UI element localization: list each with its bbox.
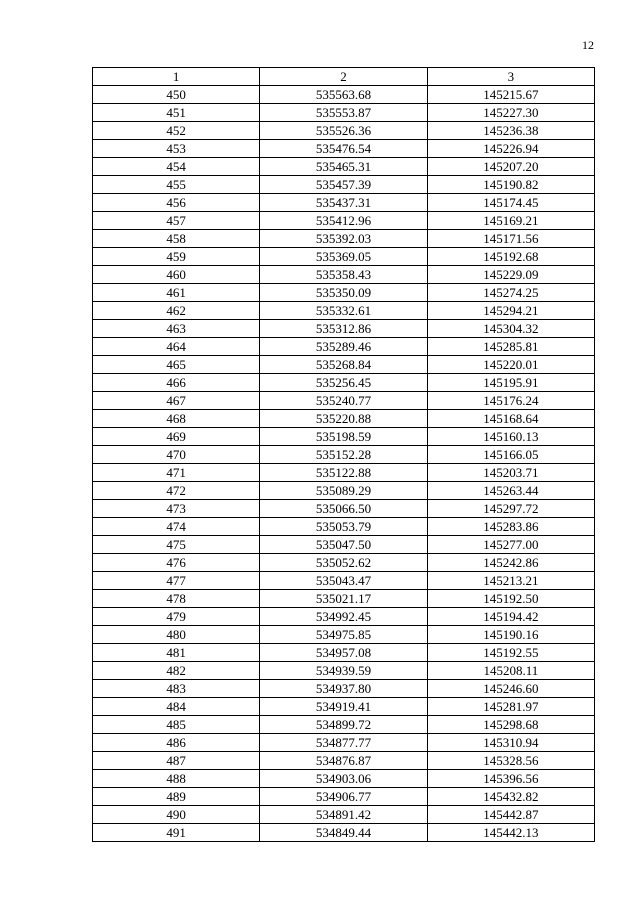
- page-number: 12: [582, 38, 594, 52]
- point-number-cell: 454: [93, 158, 260, 176]
- point-number-cell: 455: [93, 176, 260, 194]
- point-number-cell: 488: [93, 770, 260, 788]
- x-coordinate-cell: 534937.80: [260, 680, 427, 698]
- y-coordinate-cell: 145160.13: [427, 428, 594, 446]
- table-row: [93, 824, 595, 842]
- point-number-cell: 479: [93, 608, 260, 626]
- x-coordinate-cell: 535350.09: [260, 284, 427, 302]
- x-coordinate-cell: 535465.31: [260, 158, 427, 176]
- x-coordinate-cell: 535198.59: [260, 428, 427, 446]
- x-coordinate-cell: 535412.96: [260, 212, 427, 230]
- y-coordinate-cell: 145215.67: [427, 86, 594, 104]
- y-coordinate-cell: 145166.05: [427, 446, 594, 464]
- point-number-cell: 477: [93, 572, 260, 590]
- x-coordinate-cell: 535152.28: [260, 446, 427, 464]
- point-number-cell: 490: [93, 806, 260, 824]
- column-header-2: 2: [260, 68, 427, 86]
- y-coordinate-cell: 145190.82: [427, 176, 594, 194]
- table-row: [93, 104, 595, 122]
- y-coordinate-cell: 145194.42: [427, 608, 594, 626]
- point-number-cell: 483: [93, 680, 260, 698]
- table-row: [93, 140, 595, 158]
- point-number-cell: 489: [93, 788, 260, 806]
- column-header-1: 1: [93, 68, 260, 86]
- table-row: [93, 410, 595, 428]
- y-coordinate-cell: 145442.13: [427, 824, 594, 842]
- x-coordinate-cell: 535369.05: [260, 248, 427, 266]
- x-coordinate-cell: 535052.62: [260, 554, 427, 572]
- x-coordinate-cell: 535526.36: [260, 122, 427, 140]
- x-coordinate-cell: 535021.17: [260, 590, 427, 608]
- table-row: [93, 716, 595, 734]
- y-coordinate-cell: 145176.24: [427, 392, 594, 410]
- x-coordinate-cell: 534939.59: [260, 662, 427, 680]
- table-row: [93, 338, 595, 356]
- point-number-cell: 480: [93, 626, 260, 644]
- point-number-cell: 467: [93, 392, 260, 410]
- table-row: [93, 806, 595, 824]
- point-number-cell: 464: [93, 338, 260, 356]
- table-row: [93, 248, 595, 266]
- y-coordinate-cell: 145432.82: [427, 788, 594, 806]
- point-number-cell: 474: [93, 518, 260, 536]
- table-row: [93, 554, 595, 572]
- table-row: [93, 464, 595, 482]
- y-coordinate-cell: 145274.25: [427, 284, 594, 302]
- y-coordinate-cell: 145208.11: [427, 662, 594, 680]
- x-coordinate-cell: 535089.29: [260, 482, 427, 500]
- point-number-cell: 478: [93, 590, 260, 608]
- y-coordinate-cell: 145229.09: [427, 266, 594, 284]
- x-coordinate-cell: 535043.47: [260, 572, 427, 590]
- x-coordinate-cell: 535053.79: [260, 518, 427, 536]
- point-number-cell: 462: [93, 302, 260, 320]
- y-coordinate-cell: 145277.00: [427, 536, 594, 554]
- y-coordinate-cell: 145328.56: [427, 752, 594, 770]
- x-coordinate-cell: 534876.87: [260, 752, 427, 770]
- y-coordinate-cell: 145283.86: [427, 518, 594, 536]
- y-coordinate-cell: 145168.64: [427, 410, 594, 428]
- point-number-cell: 473: [93, 500, 260, 518]
- table-row: [93, 194, 595, 212]
- table-row: [93, 302, 595, 320]
- table-row: [93, 734, 595, 752]
- y-coordinate-cell: 145195.91: [427, 374, 594, 392]
- point-number-cell: 463: [93, 320, 260, 338]
- table-row: [93, 626, 595, 644]
- x-coordinate-cell: 535240.77: [260, 392, 427, 410]
- table-row: [93, 176, 595, 194]
- point-number-cell: 459: [93, 248, 260, 266]
- point-number-cell: 451: [93, 104, 260, 122]
- y-coordinate-cell: 145192.68: [427, 248, 594, 266]
- point-number-cell: 487: [93, 752, 260, 770]
- x-coordinate-cell: 535332.61: [260, 302, 427, 320]
- y-coordinate-cell: 145396.56: [427, 770, 594, 788]
- y-coordinate-cell: 145310.94: [427, 734, 594, 752]
- x-coordinate-cell: 535358.43: [260, 266, 427, 284]
- table-row: [93, 698, 595, 716]
- point-number-cell: 475: [93, 536, 260, 554]
- y-coordinate-cell: 145442.87: [427, 806, 594, 824]
- point-number-cell: 472: [93, 482, 260, 500]
- y-coordinate-cell: 145227.30: [427, 104, 594, 122]
- point-number-cell: 456: [93, 194, 260, 212]
- x-coordinate-cell: 534877.77: [260, 734, 427, 752]
- table-row: [93, 212, 595, 230]
- x-coordinate-cell: 534891.42: [260, 806, 427, 824]
- table-row: [93, 572, 595, 590]
- table-row: [93, 644, 595, 662]
- y-coordinate-cell: 145263.44: [427, 482, 594, 500]
- y-coordinate-cell: 145171.56: [427, 230, 594, 248]
- y-coordinate-cell: 145281.97: [427, 698, 594, 716]
- point-number-cell: 450: [93, 86, 260, 104]
- x-coordinate-cell: 535047.50: [260, 536, 427, 554]
- y-coordinate-cell: 145192.50: [427, 590, 594, 608]
- y-coordinate-cell: 145213.21: [427, 572, 594, 590]
- table-row: [93, 590, 595, 608]
- point-number-cell: 484: [93, 698, 260, 716]
- y-coordinate-cell: 145226.94: [427, 140, 594, 158]
- table-row: [93, 752, 595, 770]
- y-coordinate-cell: 145242.86: [427, 554, 594, 572]
- table-row: [93, 320, 595, 338]
- point-number-cell: 465: [93, 356, 260, 374]
- x-coordinate-cell: 535457.39: [260, 176, 427, 194]
- x-coordinate-cell: 534975.85: [260, 626, 427, 644]
- y-coordinate-cell: 145203.71: [427, 464, 594, 482]
- x-coordinate-cell: 534919.41: [260, 698, 427, 716]
- x-coordinate-cell: 535392.03: [260, 230, 427, 248]
- y-coordinate-cell: 145246.60: [427, 680, 594, 698]
- table-row: [93, 86, 595, 104]
- x-coordinate-cell: 534992.45: [260, 608, 427, 626]
- point-number-cell: 486: [93, 734, 260, 752]
- y-coordinate-cell: 145169.21: [427, 212, 594, 230]
- table-row: [93, 536, 595, 554]
- coordinates-table: [92, 67, 595, 842]
- x-coordinate-cell: 534899.72: [260, 716, 427, 734]
- x-coordinate-cell: 534849.44: [260, 824, 427, 842]
- point-number-cell: 485: [93, 716, 260, 734]
- x-coordinate-cell: 535220.88: [260, 410, 427, 428]
- x-coordinate-cell: 534906.77: [260, 788, 427, 806]
- point-number-cell: 469: [93, 428, 260, 446]
- table-row: [93, 374, 595, 392]
- column-header-3: 3: [427, 68, 594, 86]
- point-number-cell: 471: [93, 464, 260, 482]
- y-coordinate-cell: 145285.81: [427, 338, 594, 356]
- y-coordinate-cell: 145294.21: [427, 302, 594, 320]
- x-coordinate-cell: 535476.54: [260, 140, 427, 158]
- table-row: [93, 356, 595, 374]
- x-coordinate-cell: 535256.45: [260, 374, 427, 392]
- table-row: [93, 608, 595, 626]
- y-coordinate-cell: 145192.55: [427, 644, 594, 662]
- point-number-cell: 466: [93, 374, 260, 392]
- x-coordinate-cell: 535289.46: [260, 338, 427, 356]
- x-coordinate-cell: 535066.50: [260, 500, 427, 518]
- table-row: [93, 428, 595, 446]
- table-row: [93, 266, 595, 284]
- point-number-cell: 470: [93, 446, 260, 464]
- point-number-cell: 481: [93, 644, 260, 662]
- y-coordinate-cell: 145220.01: [427, 356, 594, 374]
- point-number-cell: 482: [93, 662, 260, 680]
- x-coordinate-cell: 535268.84: [260, 356, 427, 374]
- x-coordinate-cell: 535563.68: [260, 86, 427, 104]
- point-number-cell: 468: [93, 410, 260, 428]
- point-number-cell: 458: [93, 230, 260, 248]
- table-row: [93, 788, 595, 806]
- x-coordinate-cell: 535122.88: [260, 464, 427, 482]
- table-row: [93, 446, 595, 464]
- table-row: [93, 770, 595, 788]
- table-row: [93, 230, 595, 248]
- y-coordinate-cell: 145298.68: [427, 716, 594, 734]
- point-number-cell: 452: [93, 122, 260, 140]
- x-coordinate-cell: 534903.06: [260, 770, 427, 788]
- x-coordinate-cell: 535437.31: [260, 194, 427, 212]
- point-number-cell: 461: [93, 284, 260, 302]
- table-row: [93, 662, 595, 680]
- y-coordinate-cell: 145207.20: [427, 158, 594, 176]
- table-row: [93, 518, 595, 536]
- table-row: [93, 680, 595, 698]
- y-coordinate-cell: 145297.72: [427, 500, 594, 518]
- point-number-cell: 457: [93, 212, 260, 230]
- y-coordinate-cell: 145304.32: [427, 320, 594, 338]
- table-row: [93, 122, 595, 140]
- table-header-row: [93, 68, 595, 86]
- point-number-cell: 476: [93, 554, 260, 572]
- table-row: [93, 500, 595, 518]
- y-coordinate-cell: 145190.16: [427, 626, 594, 644]
- point-number-cell: 491: [93, 824, 260, 842]
- table-body: [93, 86, 595, 842]
- table-row: [93, 482, 595, 500]
- x-coordinate-cell: 535553.87: [260, 104, 427, 122]
- table-row: [93, 284, 595, 302]
- point-number-cell: 453: [93, 140, 260, 158]
- x-coordinate-cell: 535312.86: [260, 320, 427, 338]
- y-coordinate-cell: 145236.38: [427, 122, 594, 140]
- table-row: [93, 158, 595, 176]
- y-coordinate-cell: 145174.45: [427, 194, 594, 212]
- x-coordinate-cell: 534957.08: [260, 644, 427, 662]
- table-row: [93, 392, 595, 410]
- point-number-cell: 460: [93, 266, 260, 284]
